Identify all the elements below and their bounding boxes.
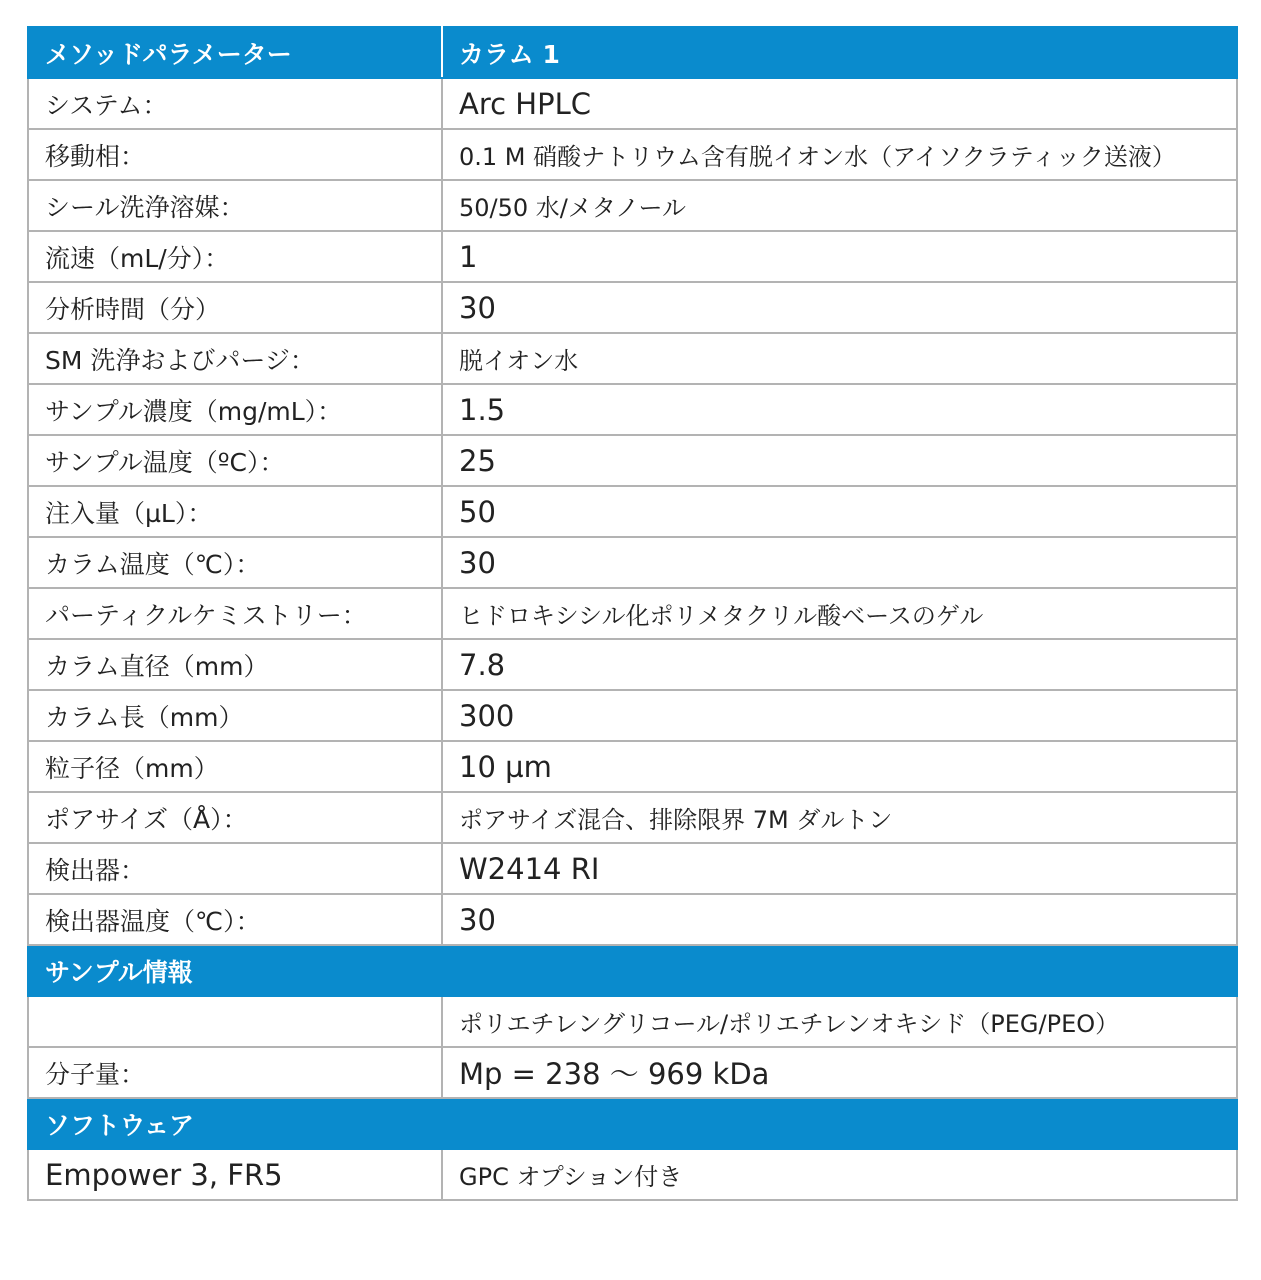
- param-value: 10 µm: [442, 741, 1237, 792]
- table-row: [28, 129, 1237, 180]
- param-label: カラム温度（℃）：: [28, 537, 442, 588]
- table-row: [28, 792, 1237, 843]
- table-row: [28, 639, 1237, 690]
- param-label: カラム長（mm）: [28, 690, 442, 741]
- table-header-row: [28, 27, 1237, 78]
- param-value: 25: [442, 435, 1237, 486]
- param-label: システム：: [28, 78, 442, 129]
- table-row: [28, 435, 1237, 486]
- param-label: [28, 996, 442, 1047]
- param-value: 50: [442, 486, 1237, 537]
- table-row: [28, 1149, 1237, 1200]
- section-title: サンプル情報: [28, 945, 1237, 996]
- param-label: 粒子径（mm）: [28, 741, 442, 792]
- table-row: [28, 486, 1237, 537]
- param-label: 分析時間（分）: [28, 282, 442, 333]
- param-label: SM 洗浄およびパージ：: [28, 333, 442, 384]
- param-value: 7.8: [442, 639, 1237, 690]
- param-label: サンプル濃度（mg/mL）：: [28, 384, 442, 435]
- param-label: サンプル温度（ºC）：: [28, 435, 442, 486]
- param-value: GPC オプション付き: [442, 1149, 1237, 1200]
- param-value: 30: [442, 282, 1237, 333]
- table-row: [28, 333, 1237, 384]
- table-row: [28, 180, 1237, 231]
- param-value: ポアサイズ混合、排除限界 7M ダルトン: [442, 792, 1237, 843]
- table-row: [28, 690, 1237, 741]
- param-label: 流速（mL/分）：: [28, 231, 442, 282]
- param-label: 検出器：: [28, 843, 442, 894]
- table-row: [28, 231, 1237, 282]
- param-label: Empower 3, FR5: [28, 1149, 442, 1200]
- param-value: 30: [442, 894, 1237, 945]
- param-value: ヒドロキシシル化ポリメタクリル酸ベースのゲル: [442, 588, 1237, 639]
- table-row: [28, 282, 1237, 333]
- table-row: [28, 894, 1237, 945]
- param-value: 脱イオン水: [442, 333, 1237, 384]
- header-column-1: カラム 1: [442, 27, 1237, 78]
- param-label: 注入量（µL）：: [28, 486, 442, 537]
- param-value: ポリエチレングリコール/ポリエチレンオキシド（PEG/PEO）: [442, 996, 1237, 1047]
- param-label: 移動相：: [28, 129, 442, 180]
- param-value: W2414 RI: [442, 843, 1237, 894]
- header-method-parameters: メソッドパラメーター: [28, 27, 442, 78]
- table-row: [28, 843, 1237, 894]
- section-title: ソフトウェア: [28, 1098, 1237, 1149]
- table-row: [28, 588, 1237, 639]
- param-value: Mp = 238 ～ 969 kDa: [442, 1047, 1237, 1098]
- param-label: シール洗浄溶媒：: [28, 180, 442, 231]
- param-value: 50/50 水/メタノール: [442, 180, 1237, 231]
- table-row: [28, 741, 1237, 792]
- param-label: パーティクルケミストリー：: [28, 588, 442, 639]
- table-row: [28, 996, 1237, 1047]
- param-value: 0.1 M 硝酸ナトリウム含有脱イオン水（アイソクラティック送液）: [442, 129, 1237, 180]
- param-value: 300: [442, 690, 1237, 741]
- param-label: 分子量：: [28, 1047, 442, 1098]
- method-parameters-table: [27, 26, 1238, 1201]
- table-row: [28, 78, 1237, 129]
- section-header-sample-info: [28, 945, 1237, 996]
- table-row: [28, 1047, 1237, 1098]
- param-value: Arc HPLC: [442, 78, 1237, 129]
- section-header-software: [28, 1098, 1237, 1149]
- param-value: 1.5: [442, 384, 1237, 435]
- param-value: 1: [442, 231, 1237, 282]
- param-value: 30: [442, 537, 1237, 588]
- param-label: カラム直径（mm）: [28, 639, 442, 690]
- param-label: ポアサイズ（Å）：: [28, 792, 442, 843]
- table-row: [28, 537, 1237, 588]
- table-row: [28, 384, 1237, 435]
- param-label: 検出器温度（℃）：: [28, 894, 442, 945]
